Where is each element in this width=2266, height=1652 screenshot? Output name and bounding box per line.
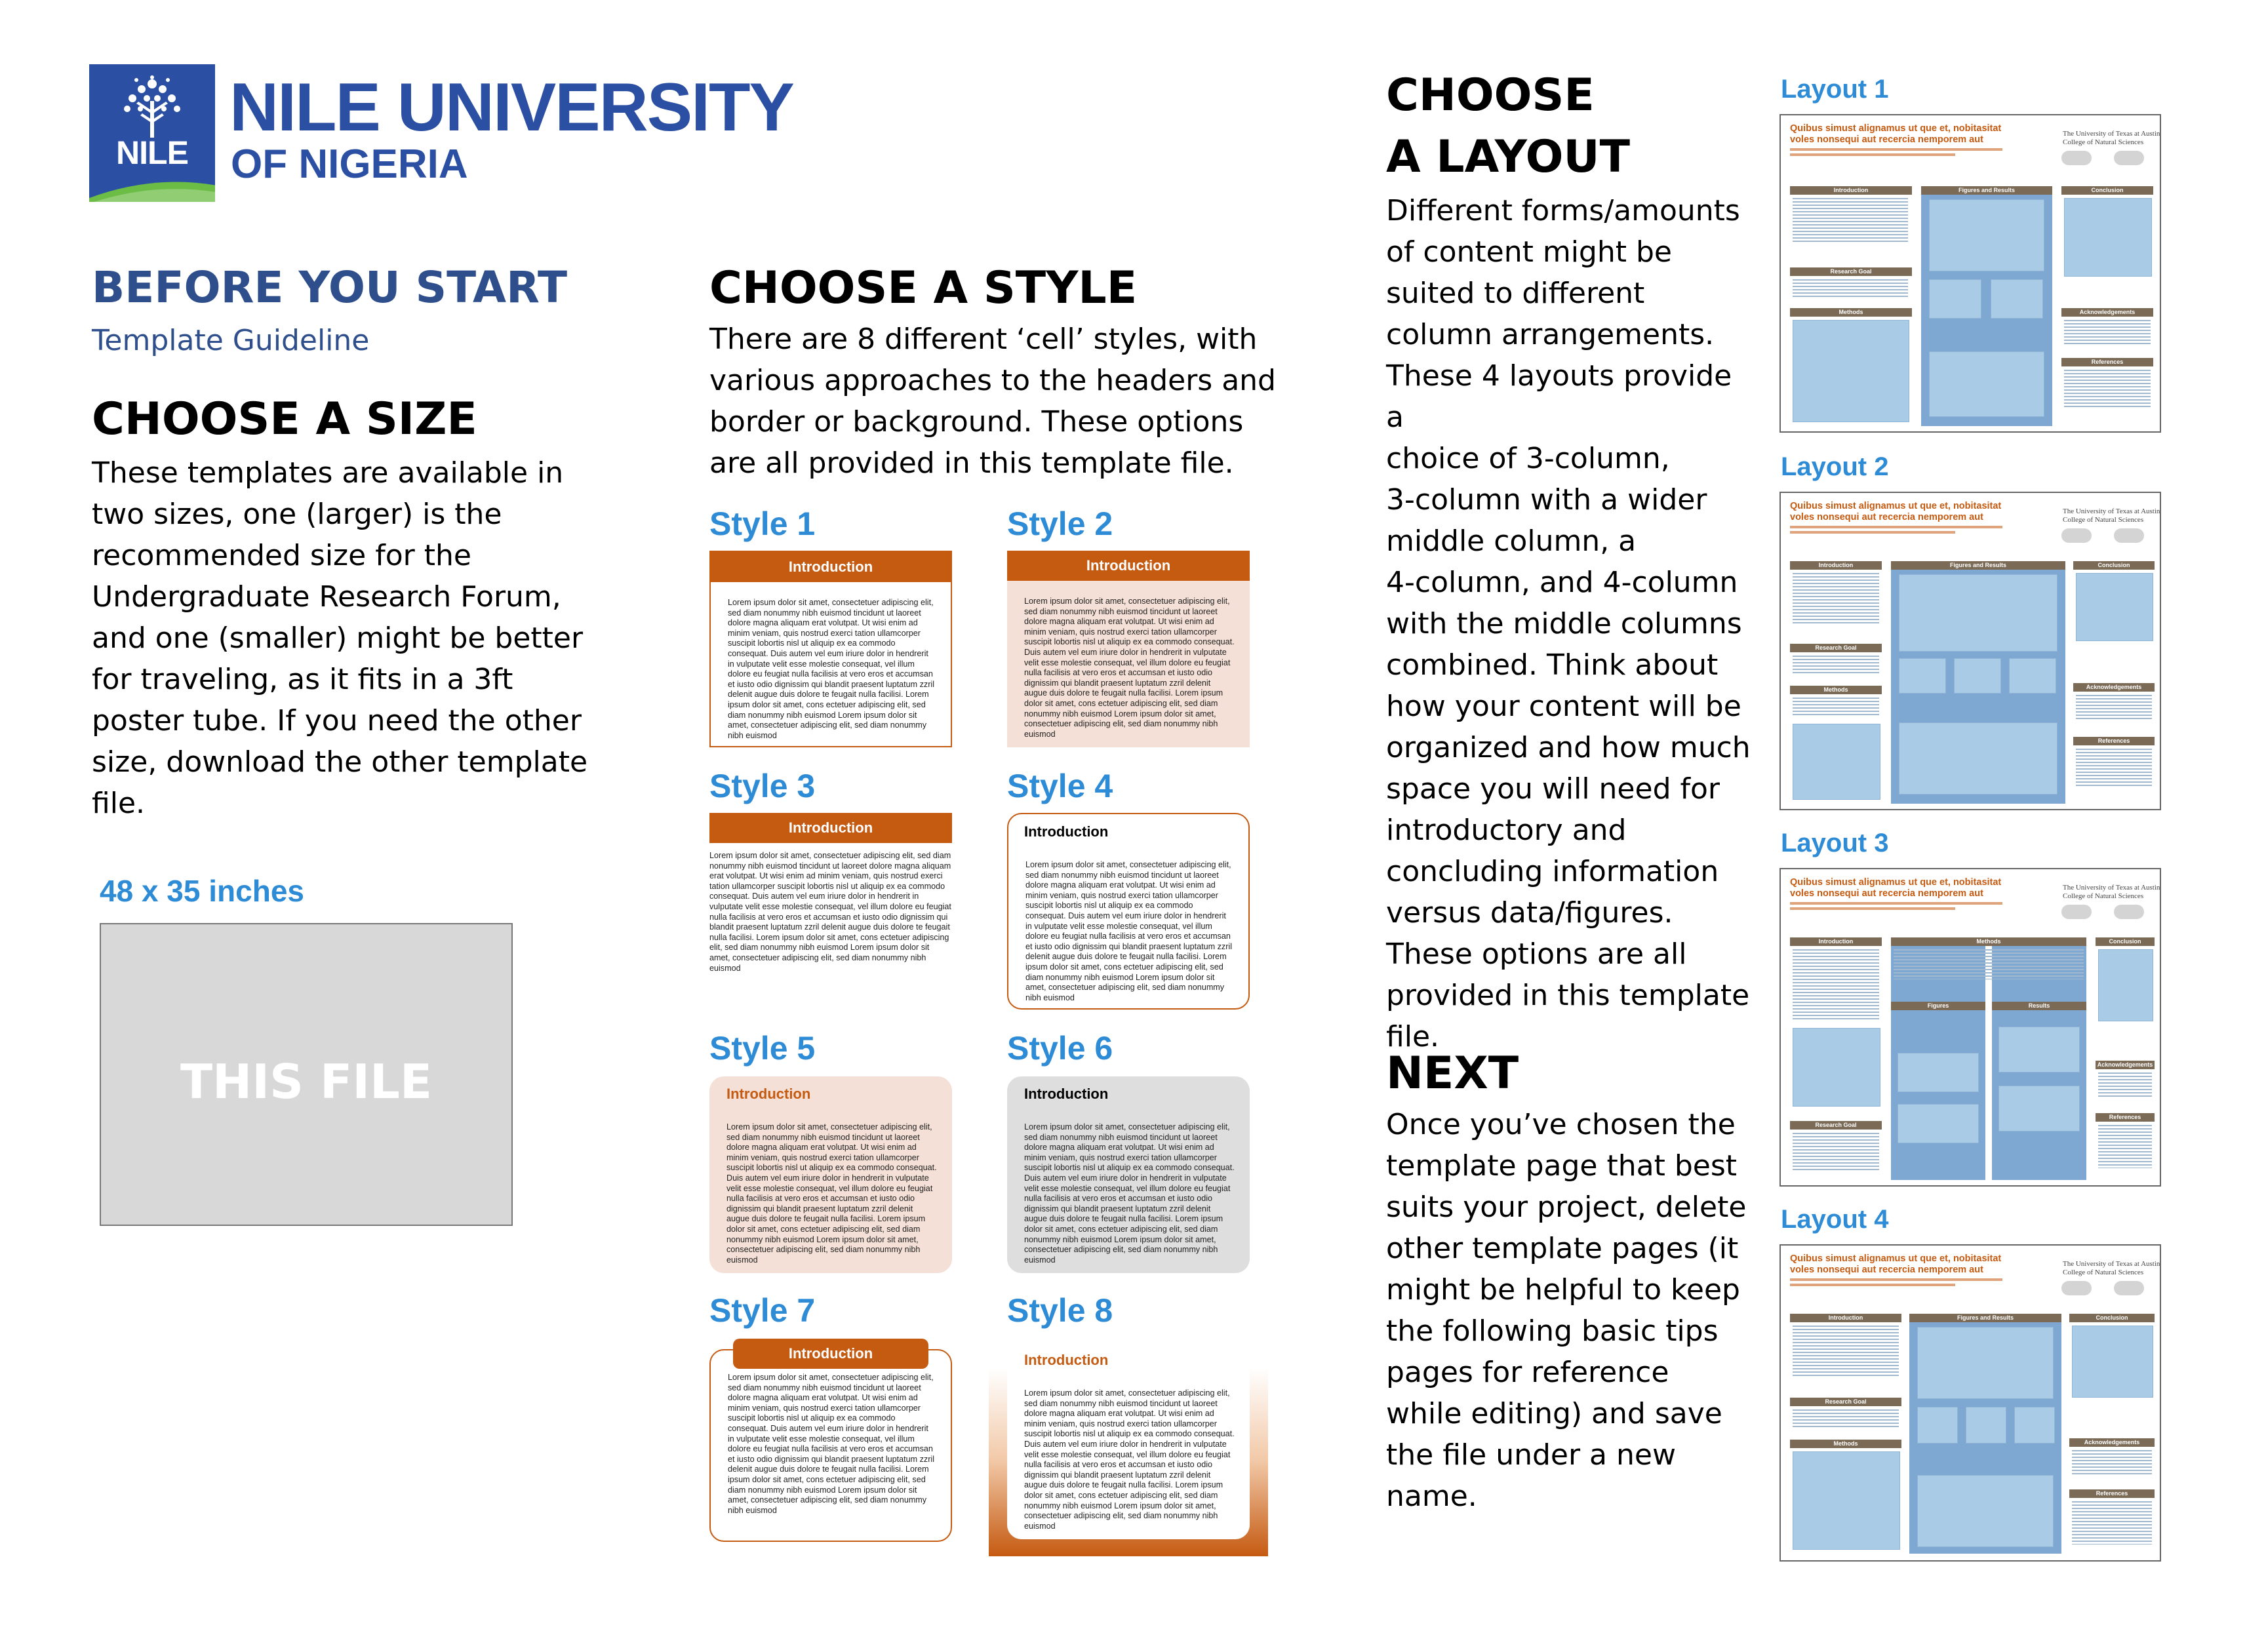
style-5-title: Style 5 xyxy=(709,1030,816,1067)
style-3-cell xyxy=(709,813,952,1010)
section-figures-results: Figures and Results xyxy=(1891,561,2065,570)
style-7-cell xyxy=(709,1349,952,1542)
body-line: middle column, a xyxy=(1386,524,1637,558)
body-line: template page that best xyxy=(1386,1149,1738,1183)
figure-placeholder xyxy=(1793,1028,1880,1107)
section-references: References xyxy=(2069,1489,2155,1498)
section-figures-results: Figures and Results xyxy=(1921,186,2052,195)
layout-1-title: Layout 1 xyxy=(1781,75,1889,104)
body-line: suited to different xyxy=(1386,277,1645,310)
body-line: border or background. These options xyxy=(709,405,1244,439)
logo-placeholder xyxy=(2114,151,2144,165)
body-line: other template pages (it xyxy=(1386,1232,1739,1265)
figure-placeholder xyxy=(1917,1327,2054,1399)
thumb-college-line: The University of Texas at Austin xyxy=(2063,884,2160,892)
text-lines xyxy=(1793,1409,1899,1429)
thumb-college-line: The University of Texas at Austin xyxy=(2063,507,2160,515)
style-body xyxy=(709,319,1286,484)
thumb-college-line: College of Natural Sciences xyxy=(2063,1268,2144,1276)
cell-header: Introduction xyxy=(711,552,951,582)
thumb-title: Quibus simust alignamus ut que et, nobitasitat voles nonsequi aut recercia nemporem aut xyxy=(1790,501,2002,522)
text-lines xyxy=(1793,1326,1899,1378)
body-line: various approaches to the headers and xyxy=(709,364,1276,397)
section-conclusion: Conclusion xyxy=(2061,186,2153,195)
before-heading: BEFORE YOU START xyxy=(92,262,567,313)
cell-header: Introduction xyxy=(1024,823,1109,840)
section-references: References xyxy=(2096,1113,2155,1122)
logo-placeholder xyxy=(2114,1281,2144,1295)
cell-body: Lorem ipsum dolor sit amet, consectetuer adipiscing elit, sed diam nonummy nibh euismod tincidunt ut laoreet dolore magna aliquam erat volutpat. Ut wisi enim ad minim veniam, quis nostrud exerci tation ullamcorper suscipit lobortis nisl ut aliquip ex ea commodo consequat. Duis autem vel eum iriure dolor in hendrerit in vulputate velit esse molestie consequat, vel illum dolore eu feugiat nulla facilisis at vero eros et accumsan et iusto odio dignissim qui blandit praesent luptatum zzril delenit augue duis dolore te feugait nulla facilisi. Lorem ipsum dolor sit amet, cons ectetuer adipiscing elit, sed diam nonummy nibh euismod Lorem ipsum dolor sit amet, consectetuer adipiscing elit, sed diam nonummy nibh euismod xyxy=(709,851,951,973)
body-line: There are 8 different ‘cell’ styles, with xyxy=(709,323,1258,356)
figure-placeholder xyxy=(1929,199,2044,271)
layout-3-thumbnail xyxy=(1779,868,2161,1187)
section-research-goal: Research Goal xyxy=(1790,267,1912,276)
figure-placeholder xyxy=(1899,658,1946,694)
section-figures: Figures xyxy=(1891,1002,1985,1010)
cell-header: Introduction xyxy=(1024,1352,1109,1368)
logo-placeholder xyxy=(2061,905,2092,919)
section-research-goal: Research Goal xyxy=(1790,1398,1901,1406)
body-line: pages for reference xyxy=(1386,1356,1669,1389)
thumb-authors xyxy=(1790,148,2026,163)
body-line: Once you’ve chosen the xyxy=(1386,1108,1736,1141)
style-6-title: Style 6 xyxy=(1007,1030,1113,1067)
body-line: combined. Think about xyxy=(1386,648,1719,682)
figure-placeholder xyxy=(1899,722,2057,795)
section-acknowledgements: Acknowledgements xyxy=(2069,1438,2155,1447)
style-heading: CHOOSE A STYLE xyxy=(709,262,1138,314)
cell-header: Introduction xyxy=(1024,1086,1109,1102)
thumb-college-line: The University of Texas at Austin xyxy=(2063,130,2160,138)
style-2-cell xyxy=(1007,551,1250,747)
body-line: are all provided in this template file. xyxy=(709,446,1234,480)
section-introduction: Introduction xyxy=(1790,186,1912,195)
cell-header: Introduction xyxy=(726,1086,811,1102)
body-line: the following basic tips xyxy=(1386,1314,1719,1348)
thumb-title: Quibus simust alignamus ut que et, nobitasitat voles nonsequi aut recercia nemporem aut xyxy=(1790,1253,2002,1275)
thumb-college xyxy=(2063,884,2160,901)
section-references: References xyxy=(2061,358,2153,366)
body-line: the file under a new xyxy=(1386,1438,1676,1472)
university-logo xyxy=(89,64,215,202)
body-line: choice of 3-column, xyxy=(1386,442,1670,475)
figure-placeholder xyxy=(2076,573,2153,641)
thumb-authors xyxy=(1790,526,2026,540)
body-line: and one (smaller) might be better xyxy=(92,621,584,655)
logo-badge-text: NILE xyxy=(116,134,188,171)
body-line: poster tube. If you need the other xyxy=(92,704,582,738)
text-lines xyxy=(2098,1125,2152,1168)
body-line: provided in this template xyxy=(1386,979,1750,1012)
figure-placeholder xyxy=(1991,279,2043,319)
cell-body: Lorem ipsum dolor sit amet, consectetuer adipiscing elit, sed diam nonummy nibh euismod tincidunt ut laoreet dolore magna aliquam erat volutpat. Ut wisi enim ad minim veniam, quis nostrud exerci tation ullamcorper suscipit lobortis nisl ut aliquip ex ea commodo consequat. Duis autem vel eum iriure dolor in hendrerit in vulputate velit esse molestie consequat, vel illum dolore eu feugiat nulla facilisis at vero eros et accumsan et iusto odio dignissim qui blandit praesent luptatum zzril delenit augue duis dolore te feugait nulla facilisi. Lorem ipsum dolor sit amet, cons ectetuer adipiscing elit, sed diam nonummy nibh euismod Lorem ipsum dolor sit amet, consectetuer adipiscing elit, sed diam nonummy nibh euismod xyxy=(728,598,935,740)
layout-1-thumbnail xyxy=(1779,114,2161,433)
body-line: for traveling, as it fits in a 3ft xyxy=(92,663,513,696)
body-line: organized and how much xyxy=(1386,731,1751,764)
section-conclusion: Conclusion xyxy=(2073,561,2155,570)
thumb-authors xyxy=(1790,902,2026,916)
section-methods: Methods xyxy=(1790,1440,1901,1448)
body-line: introductory and xyxy=(1386,814,1627,847)
figure-placeholder xyxy=(2064,198,2152,277)
section-research-goal: Research Goal xyxy=(1790,1121,1882,1130)
section-results: Results xyxy=(1992,1002,2086,1010)
text-lines xyxy=(1894,949,2084,979)
thumb-college-line: College of Natural Sciences xyxy=(2063,516,2144,524)
logo-placeholder xyxy=(2114,528,2144,543)
body-line: how your content will be xyxy=(1386,690,1741,723)
next-heading: NEXT xyxy=(1386,1048,1519,1099)
section-conclusion: Conclusion xyxy=(2069,1314,2155,1322)
body-line: column arrangements. xyxy=(1386,318,1715,351)
body-line: versus data/figures. xyxy=(1386,896,1673,930)
section-references: References xyxy=(2073,737,2155,745)
body-line: 3-column with a wider xyxy=(1386,483,1707,517)
figure-placeholder xyxy=(1793,724,1880,800)
text-lines xyxy=(1793,949,1879,1021)
body-line: Different forms/amounts xyxy=(1386,194,1740,227)
layout-3-title: Layout 3 xyxy=(1781,829,1889,857)
body-line: These options are all xyxy=(1386,937,1687,971)
size-dimension-label: 48 x 35 inches xyxy=(100,874,304,908)
style-6-cell xyxy=(1007,1076,1250,1273)
cell-body: Lorem ipsum dolor sit amet, consectetuer adipiscing elit, sed diam nonummy nibh euismod tincidunt ut laoreet dolore magna aliquam erat volutpat. Ut wisi enim ad minim veniam, quis nostrud exerci tation ullamcorper suscipit lobortis nisl ut aliquip ex ea commodo consequat. Duis autem vel eum iriure dolor in hendrerit in vulputate velit esse molestie consequat, vel illum dolore eu feugiat nulla facilisis at vero eros et accumsan et iusto odio dignissim qui blandit praesent luptatum zzril delenit augue duis dolore te feugait nulla facilisi. Lorem ipsum dolor sit amet, cons ectetuer adipiscing elit, sed diam nonummy nibh euismod Lorem ipsum dolor sit amet, consectetuer adipiscing elit, sed diam nonummy nibh euismod xyxy=(728,1373,935,1515)
style-1-cell xyxy=(709,551,952,747)
tree-icon xyxy=(114,75,190,138)
thumb-college-line: College of Natural Sciences xyxy=(2063,892,2144,900)
body-line: space you will need for xyxy=(1386,772,1720,806)
body-line: Undergraduate Research Forum, xyxy=(92,580,561,614)
body-line: while editing) and save xyxy=(1386,1397,1722,1430)
body-line: name. xyxy=(1386,1480,1477,1513)
body-line: These templates are available in xyxy=(92,456,564,490)
figure-placeholder xyxy=(2072,1326,2153,1398)
section-acknowledgements: Acknowledgements xyxy=(2073,683,2155,692)
figure-placeholder xyxy=(1898,1104,1979,1143)
university-country: OF NIGERIA xyxy=(231,142,468,187)
body-line: file. xyxy=(1386,1020,1439,1053)
cell-header: Introduction xyxy=(1007,551,1250,581)
figure-placeholder xyxy=(1899,574,2057,652)
style-8-cell xyxy=(1007,1343,1250,1539)
cell-header: Introduction xyxy=(709,813,952,843)
cell-body: Lorem ipsum dolor sit amet, consectetuer adipiscing elit, sed diam nonummy nibh euismod tincidunt ut laoreet dolore magna aliquam erat volutpat. Ut wisi enim ad minim veniam, quis nostrud exerci tation ullamcorper suscipit lobortis nisl ut aliquip ex ea commodo consequat. Duis autem vel eum iriure dolor in hendrerit in vulputate velit esse molestie consequat, vel illum dolore eu feugiat nulla facilisis at vero eros et accumsan et iusto odio dignissim qui blandit praesent luptatum zzril delenit augue duis dolore te feugait nulla facilisi. Lorem ipsum dolor sit amet, cons ectetuer adipiscing elit, sed diam nonummy nibh euismod Lorem ipsum dolor sit amet, consectetuer adipiscing elit, sed diam nonummy nibh euismod xyxy=(1024,1122,1235,1265)
thumb-college-line: The University of Texas at Austin xyxy=(2063,1260,2160,1268)
figure-placeholder xyxy=(1917,1475,2054,1547)
body-line: These 4 layouts provide a xyxy=(1386,359,1732,434)
figure-placeholder xyxy=(1966,1407,2006,1444)
figure-placeholder xyxy=(1998,1027,2080,1072)
size-heading: CHOOSE A SIZE xyxy=(92,393,477,445)
style-5-cell xyxy=(709,1076,952,1273)
style-4-title: Style 4 xyxy=(1007,768,1113,804)
section-conclusion: Conclusion xyxy=(2096,937,2155,946)
swoosh-icon xyxy=(89,174,215,202)
text-lines xyxy=(1793,698,1879,717)
thumb-title: Quibus simust alignamus ut que et, nobitasitat voles nonsequi aut recercia nemporem aut xyxy=(1790,123,2002,145)
section-figures-results: Figures and Results xyxy=(1909,1314,2061,1322)
thumb-title: Quibus simust alignamus ut que et, nobitasitat voles nonsequi aut recercia nemporem aut xyxy=(1790,877,2002,899)
section-introduction: Introduction xyxy=(1790,937,1882,946)
body-line: of content might be xyxy=(1386,235,1672,269)
text-lines xyxy=(2076,749,2152,788)
thumb-college xyxy=(2063,130,2160,147)
text-lines xyxy=(2064,370,2151,409)
section-acknowledgements: Acknowledgements xyxy=(2096,1061,2155,1069)
body-line: recommended size for the xyxy=(92,539,471,572)
thumb-college-line: College of Natural Sciences xyxy=(2063,138,2144,146)
style-1-title: Style 1 xyxy=(709,505,816,542)
text-lines xyxy=(2076,695,2152,721)
body-line: two sizes, one (larger) is the xyxy=(92,498,502,531)
layout-heading-line2: A LAYOUT xyxy=(1386,131,1630,183)
section-methods-col: Methods xyxy=(1891,937,2086,946)
style-7-title: Style 7 xyxy=(709,1292,816,1329)
logo-placeholder xyxy=(2061,528,2092,543)
body-line: file. xyxy=(92,787,145,820)
figure-placeholder xyxy=(1898,1053,1979,1092)
logo-placeholder xyxy=(2114,905,2144,919)
this-file-box xyxy=(100,923,513,1226)
body-line: might be helpful to keep xyxy=(1386,1273,1740,1307)
layout-4-title: Layout 4 xyxy=(1781,1205,1889,1234)
figure-placeholder xyxy=(1929,351,2044,417)
university-name: NILE UNIVERSITY xyxy=(229,69,793,146)
figure-placeholder xyxy=(1998,1086,2080,1131)
section-introduction: Introduction xyxy=(1790,1314,1901,1322)
text-lines xyxy=(1793,1133,1879,1172)
text-lines xyxy=(1793,279,1908,299)
style-7-header: Introduction xyxy=(733,1339,928,1369)
cell-body: Lorem ipsum dolor sit amet, consectetuer adipiscing elit, sed diam nonummy nibh euismod tincidunt ut laoreet dolore magna aliquam erat volutpat. Ut wisi enim ad minim veniam, quis nostrud exerci tation ullamcorper suscipit lobortis nisl ut aliquip ex ea commodo consequat. Duis autem vel eum iriure dolor in hendrerit in vulputate velit esse molestie consequat, vel illum dolore eu feugiat nulla facilisis at vero eros et accumsan et iusto odio dignissim qui blandit praesent luptatum zzril delenit augue duis dolore te feugait nulla facilisi. Lorem ipsum dolor sit amet, cons ectetuer adipiscing elit, sed diam nonummy nibh euismod Lorem ipsum dolor sit amet, consectetuer adipiscing elit, sed diam nonummy nibh euismod xyxy=(1024,597,1235,739)
text-lines xyxy=(2098,1072,2152,1099)
next-body xyxy=(1386,1104,1753,1517)
this-file-label: THIS FILE xyxy=(180,1054,433,1109)
figure-placeholder xyxy=(1954,658,2001,694)
body-line: size, download the other template xyxy=(92,745,588,779)
section-introduction: Introduction xyxy=(1790,561,1882,570)
figure-placeholder xyxy=(1793,320,1909,422)
layout-heading-line1: CHOOSE xyxy=(1386,69,1595,121)
figure-placeholder xyxy=(2009,658,2056,694)
before-subheading: Template Guideline xyxy=(92,324,370,357)
body-line: 4-column, and 4-column xyxy=(1386,566,1738,599)
layout-body xyxy=(1386,190,1753,1057)
body-line: suits your project, delete xyxy=(1386,1190,1747,1224)
layout-2-thumbnail xyxy=(1779,492,2161,810)
section-acknowledgements: Acknowledgements xyxy=(2061,308,2153,317)
size-body xyxy=(92,452,603,824)
cell-body: Lorem ipsum dolor sit amet, consectetuer adipiscing elit, sed diam nonummy nibh euismod tincidunt ut laoreet dolore magna aliquam erat volutpat. Ut wisi enim ad minim veniam, quis nostrud exerci tation ullamcorper suscipit lobortis nisl ut aliquip ex ea commodo consequat. Duis autem vel eum iriure dolor in hendrerit in vulputate velit esse molestie consequat, vel illum dolore eu feugiat nulla facilisis at vero eros et accumsan et iusto odio dignissim qui blandit praesent luptatum zzril delenit augue duis dolore te feugait nulla facilisi. Lorem ipsum dolor sit amet, cons ectetuer adipiscing elit, sed diam nonummy nibh euismod Lorem ipsum dolor sit amet, consectetuer adipiscing elit, sed diam nonummy nibh euismod xyxy=(1024,1388,1235,1531)
text-lines xyxy=(2072,1501,2152,1544)
text-lines xyxy=(1793,198,1908,244)
text-lines xyxy=(2064,320,2151,346)
thumb-college xyxy=(2063,1260,2160,1277)
layout-4-thumbnail xyxy=(1779,1244,2161,1562)
figure-placeholder xyxy=(2014,1407,2055,1444)
figure-placeholder xyxy=(1793,1451,1900,1550)
figure-placeholder xyxy=(1917,1407,1958,1444)
cell-body: Lorem ipsum dolor sit amet, consectetuer adipiscing elit, sed diam nonummy nibh euismod tincidunt ut laoreet dolore magna aliquam erat volutpat. Ut wisi enim ad minim veniam, quis nostrud exerci tation ullamcorper suscipit lobortis nisl ut aliquip ex ea commodo consequat. Duis autem vel eum iriure dolor in hendrerit in vulputate velit esse molestie consequat, vel illum dolore eu feugiat nulla facilisis at vero eros et accumsan et iusto odio dignissim qui blandit praesent luptatum zzril delenit augue duis dolore te feugait nulla facilisi. Lorem ipsum dolor sit amet, cons ectetuer adipiscing elit, sed diam nonummy nibh euismod Lorem ipsum dolor sit amet, consectetuer adipiscing elit, sed diam nonummy nibh euismod xyxy=(1025,860,1233,1002)
logo-placeholder xyxy=(2061,151,2092,165)
cell-body: Lorem ipsum dolor sit amet, consectetuer adipiscing elit, sed diam nonummy nibh euismod tincidunt ut laoreet dolore magna aliquam erat volutpat. Ut wisi enim ad minim veniam, quis nostrud exerci tation ullamcorper suscipit lobortis nisl ut aliquip ex ea commodo consequat. Duis autem vel eum iriure dolor in hendrerit in vulputate velit esse molestie consequat, vel illum dolore eu feugiat nulla facilisis at vero eros et accumsan et iusto odio dignissim qui blandit praesent luptatum zzril delenit augue duis dolore te feugait nulla facilisi. Lorem ipsum dolor sit amet, cons ectetuer adipiscing elit, sed diam nonummy nibh euismod Lorem ipsum dolor sit amet, consectetuer adipiscing elit, sed diam nonummy nibh euismod xyxy=(726,1122,937,1265)
style-4-cell xyxy=(1007,813,1250,1010)
text-lines xyxy=(2072,1450,2152,1476)
style-8-title: Style 8 xyxy=(1007,1292,1113,1329)
text-lines xyxy=(1793,573,1879,625)
text-lines xyxy=(1793,656,1879,675)
figure-placeholder xyxy=(1929,279,1981,319)
section-research-goal: Research Goal xyxy=(1790,644,1882,652)
style-2-title: Style 2 xyxy=(1007,505,1113,542)
body-line: with the middle columns xyxy=(1386,607,1742,640)
style-3-title: Style 3 xyxy=(709,768,816,804)
thumb-college xyxy=(2063,507,2160,524)
section-methods: Methods xyxy=(1790,308,1912,317)
layout-2-title: Layout 2 xyxy=(1781,452,1889,481)
body-line: concluding information xyxy=(1386,855,1719,888)
logo-placeholder xyxy=(2061,1281,2092,1295)
section-methods: Methods xyxy=(1790,686,1882,694)
thumb-authors xyxy=(1790,1278,2026,1293)
figure-placeholder xyxy=(2098,949,2153,1021)
